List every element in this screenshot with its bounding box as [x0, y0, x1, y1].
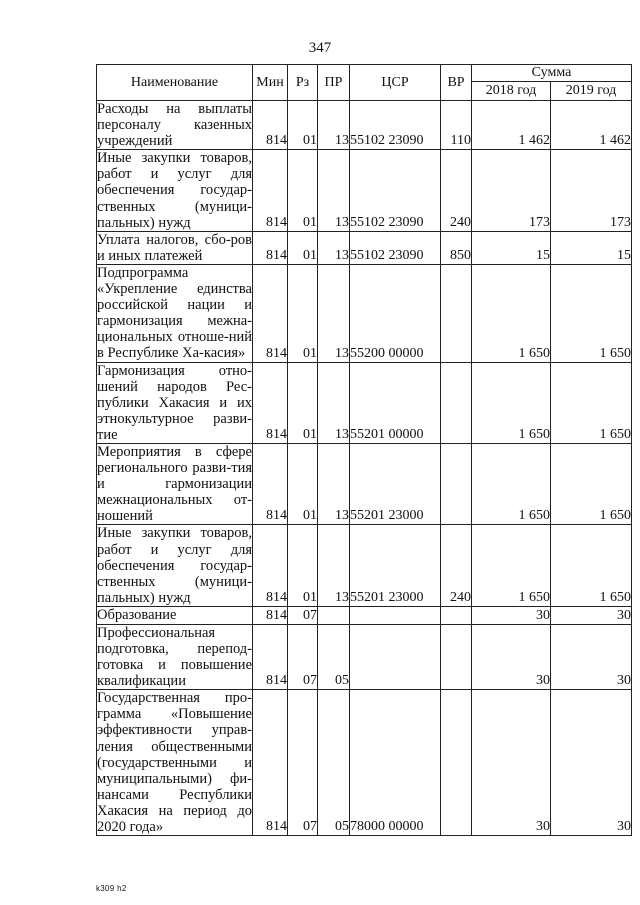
- row-amount-2019: 1 650: [551, 443, 632, 524]
- header-rz: Рз: [288, 65, 318, 101]
- row-pr: 05: [318, 624, 350, 689]
- header-min: Мин: [253, 65, 288, 101]
- row-vr: [441, 690, 472, 836]
- row-name: Иные закупки товаров, работ и услуг для обеспечения государ-ственных (муници-пальных) нужд: [97, 525, 252, 606]
- row-csr: 55102 23090: [350, 101, 441, 150]
- row-rz: 01: [288, 362, 318, 443]
- row-min: 814: [253, 101, 288, 150]
- row-amount-2019: 1 650: [551, 525, 632, 606]
- row-amount-2018: 30: [472, 606, 551, 624]
- row-name: Образование: [97, 606, 253, 624]
- row-amount-2018: 1 650: [472, 443, 551, 524]
- row-pr: 13: [318, 231, 350, 264]
- row-rz: 01: [288, 525, 318, 606]
- row-amount-2019: 1 650: [551, 264, 632, 362]
- row-amount-2018: 1 462: [472, 101, 551, 150]
- row-name: Иные закупки товаров, работ и услуг для обеспечения государ-ственных (муници-пальных) нужд: [97, 150, 252, 231]
- row-amount-2018: 30: [472, 690, 551, 836]
- row-rz: 01: [288, 101, 318, 150]
- row-vr: [441, 606, 472, 624]
- footer-code: k309 h2: [96, 884, 127, 893]
- row-amount-2018: 15: [472, 231, 551, 264]
- row-pr: 13: [318, 443, 350, 524]
- row-csr: 55200 00000: [350, 264, 441, 362]
- row-csr: [350, 624, 441, 689]
- table-row: [97, 101, 632, 150]
- row-vr: [441, 264, 472, 362]
- row-vr: 110: [441, 101, 472, 150]
- row-vr: [441, 362, 472, 443]
- header-name: Наименование: [97, 65, 253, 101]
- row-vr: 240: [441, 525, 472, 606]
- table-row: [97, 362, 632, 443]
- row-vr: [441, 443, 472, 524]
- row-csr: [350, 606, 441, 624]
- row-min: 814: [253, 525, 288, 606]
- row-pr: 13: [318, 525, 350, 606]
- header-csr: ЦСР: [350, 65, 441, 101]
- table-row: [97, 264, 632, 362]
- row-pr: 05: [318, 690, 350, 836]
- row-amount-2019: 30: [551, 624, 632, 689]
- row-rz: 01: [288, 443, 318, 524]
- row-csr: 55102 23090: [350, 150, 441, 231]
- row-name: Уплата налогов, сбо-ров и иных платежей: [97, 231, 252, 264]
- row-amount-2019: 30: [551, 690, 632, 836]
- row-csr: 55201 23000: [350, 525, 441, 606]
- row-pr: [318, 606, 350, 624]
- header-row-top: [97, 65, 632, 82]
- row-amount-2019: 173: [551, 150, 632, 231]
- row-pr: 13: [318, 150, 350, 231]
- row-amount-2018: 1 650: [472, 525, 551, 606]
- budget-table: [96, 64, 632, 836]
- row-amount-2018: 1 650: [472, 362, 551, 443]
- row-min: 814: [253, 624, 288, 689]
- row-rz: 07: [288, 690, 318, 836]
- row-amount-2018: 1 650: [472, 264, 551, 362]
- row-csr: 55201 23000: [350, 443, 441, 524]
- table-row: [97, 624, 632, 689]
- table-row: [97, 690, 632, 836]
- row-min: 814: [253, 150, 288, 231]
- header-sum: Сумма: [472, 65, 632, 82]
- row-name: Расходы на выплаты персоналу казенных учреждений: [97, 101, 252, 150]
- row-csr: 55102 23090: [350, 231, 441, 264]
- row-amount-2019: 30: [551, 606, 632, 624]
- row-name: Мероприятия в сфере регионального разви-тия и гармонизации межнациональных от-ношений: [97, 443, 252, 525]
- header-year-2018: 2018 год: [472, 82, 551, 101]
- row-amount-2019: 1 650: [551, 362, 632, 443]
- row-min: 814: [253, 264, 288, 362]
- row-pr: 13: [318, 362, 350, 443]
- row-vr: [441, 624, 472, 689]
- row-min: 814: [253, 690, 288, 836]
- page-number: 347: [308, 40, 332, 56]
- row-csr: 55201 00000: [350, 362, 441, 443]
- row-rz: 01: [288, 264, 318, 362]
- row-rz: 07: [288, 624, 318, 689]
- row-min: 814: [253, 606, 288, 624]
- row-vr: 850: [441, 231, 472, 264]
- row-amount-2019: 15: [551, 231, 632, 264]
- row-vr: 240: [441, 150, 472, 231]
- table-row: [97, 606, 632, 624]
- row-pr: 13: [318, 264, 350, 362]
- row-amount-2019: 1 462: [551, 101, 632, 150]
- row-amount-2018: 173: [472, 150, 551, 231]
- header-vr: ВР: [441, 65, 472, 101]
- header-year-2019: 2019 год: [551, 82, 632, 101]
- table-row: [97, 525, 632, 606]
- row-rz: 01: [288, 231, 318, 264]
- row-name: Подпрограмма «Укрепление единства российской нации и гармонизация межна-циональных отноше-ний в Республике Ха-касия»: [97, 264, 252, 362]
- row-amount-2018: 30: [472, 624, 551, 689]
- table-row: [97, 443, 632, 524]
- row-rz: 07: [288, 606, 318, 624]
- header-pr: ПР: [318, 65, 350, 101]
- table-row: [97, 231, 632, 264]
- row-min: 814: [253, 443, 288, 524]
- row-csr: 78000 00000: [350, 690, 441, 836]
- table-row: [97, 150, 632, 231]
- row-min: 814: [253, 362, 288, 443]
- row-min: 814: [253, 231, 288, 264]
- row-name: Профессиональная подготовка, перепод-готовка и повышение квалификации: [97, 624, 252, 690]
- row-rz: 01: [288, 150, 318, 231]
- row-pr: 13: [318, 101, 350, 150]
- table-header: [97, 65, 632, 101]
- row-name: Государственная про-грамма «Повышение эффективности управ-ления общественными (государственными и муниципальными) фи-нансами Республики Хакасия на период до 2020 года»: [97, 690, 252, 836]
- table-body: [97, 101, 632, 836]
- row-name: Гармонизация отно-шений народов Рес-публики Хакасия и их этнокультурное разви-тие: [97, 362, 252, 443]
